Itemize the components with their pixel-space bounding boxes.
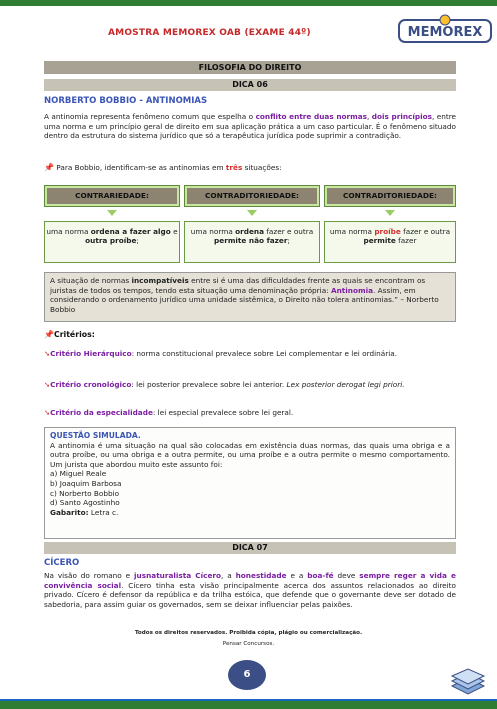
- contrariedade-box-body: uma norma ordena a fazer algo e outra proíbe;: [44, 221, 180, 263]
- section-title: FILOSOFIA DO DIREITO: [44, 61, 456, 74]
- pushpin-icon: 📌: [44, 163, 54, 172]
- dica-06-subtitle: NORBERTO BOBBIO - ANTINOMIAS: [44, 96, 208, 106]
- footer-rights: Todos os direitos reservados. Proibida cópia, plágio ou comercialização.: [134, 630, 363, 636]
- option-a: a) Miguel Reale: [50, 469, 107, 479]
- option-d: d) Santo Agostinho: [50, 498, 120, 508]
- cicero-paragraph: Na visão do romano e jusnaturalista Cícero, a honestidade e a boa-fé deve sempre reger a vida e convivência social. Cícero tinha esta visão principalmente acerca dos assuntos relacionados ao direito privado. Cícero é defensor da república e da trilha estóica, que defende que o governante deve ser dotado de sabedoria, para assim guiar os governados, sem se deixar influenciar pelas paixões.: [44, 571, 457, 609]
- down-arrow-icon: [107, 210, 117, 216]
- dica-06-bar: DICA 06: [44, 79, 456, 91]
- criterio-especialidade: ➘Critério da especialidade: lei especial prevalece sobre lei geral.: [44, 408, 294, 417]
- layers-icon: [448, 668, 488, 696]
- contraditoriedade-box-head-2: CONTRADITORIEDADE:: [324, 185, 456, 207]
- bobbio-paragraph: 📌 Para Bobbio, identificam-se as antinomias em três situações:: [44, 163, 282, 172]
- page-header-title: AMOSTRA MEMOREX OAB (EXAME 44º): [108, 28, 311, 38]
- svg-text:MEMOREX: MEMOREX: [407, 25, 483, 40]
- option-c: c) Norberto Bobbio: [50, 488, 120, 498]
- contrariedade-box-head: CONTRARIEDADE:: [44, 185, 180, 207]
- page-number: 6: [228, 660, 266, 690]
- footer-brand: Pensar Concursos.: [222, 641, 275, 647]
- contraditoriedade-box-body-2: uma norma proíbe fazer e outra permite fazer: [324, 221, 456, 263]
- bobbio-quote-box: A situação de normas incompatíveis entre si é uma das dificuldades frente as quais se encontram os juristas de todos os tempos, tendo esta situação uma denominação própria: Antinomia. Assim, em considerando o ordenamento jurídico uma unidade sistêmica, o Direito não tolera antinomias.” – Norberto Bobbio: [44, 272, 456, 322]
- questao-simulada-box: [44, 427, 456, 539]
- bottom-green-bar: [0, 701, 497, 709]
- memorex-logo: [398, 14, 492, 48]
- down-arrow-icon: [247, 210, 257, 216]
- questao-title: QUESTÃO SIMULADA.: [50, 431, 141, 440]
- contraditoriedade-box-head-1: CONTRADITORIEDADE:: [184, 185, 320, 207]
- criterio-cronologico: ➘Critério cronológico: lei posterior prevalece sobre lei anterior. Lex posterior derogat legi priori.: [44, 380, 405, 389]
- arrow-icon: ➘: [44, 380, 51, 389]
- dica-07-subtitle: CÍCERO: [44, 558, 80, 568]
- contraditoriedade-box-body-1: uma norma ordena fazer e outra permite não fazer;: [184, 221, 320, 263]
- pushpin-icon: 📌: [44, 330, 54, 339]
- antinomia-paragraph: A antinomia representa fenômeno comum que espelha o conflito entre duas normas, dois princípios, entre uma norma e um princípio geral de direito em sua aplicação prática a um caso particular. É o fenômeno situado dentro da estrutura do sistema jurídico que só a terapêutica jurídica pode suprimir a contradição.: [44, 112, 457, 141]
- down-arrow-icon: [385, 210, 395, 216]
- questao-text: A antinomia é uma situação na qual são colocadas em existência duas normas, das quais uma obriga e a outra proíbe, ou uma obriga e a outra permite, ou uma proíbe e a outra permite o mesmo comportamento. Um jurista que abordou muito este assunto foi:: [50, 440, 450, 469]
- dica-07-bar: DICA 07: [44, 542, 456, 554]
- gabarito: Gabarito: Letra c.: [50, 507, 119, 517]
- option-b: b) Joaquim Barbosa: [50, 478, 122, 488]
- criterio-hierarquico: ➘Critério Hierárquico: norma constitucional prevalece sobre Lei complementar e lei ordinária.: [44, 349, 398, 358]
- arrow-icon: ➘: [44, 408, 51, 417]
- arrow-icon: ➘: [44, 349, 51, 358]
- top-green-bar: [0, 0, 497, 6]
- criterios-title: 📌Critérios:: [44, 330, 95, 339]
